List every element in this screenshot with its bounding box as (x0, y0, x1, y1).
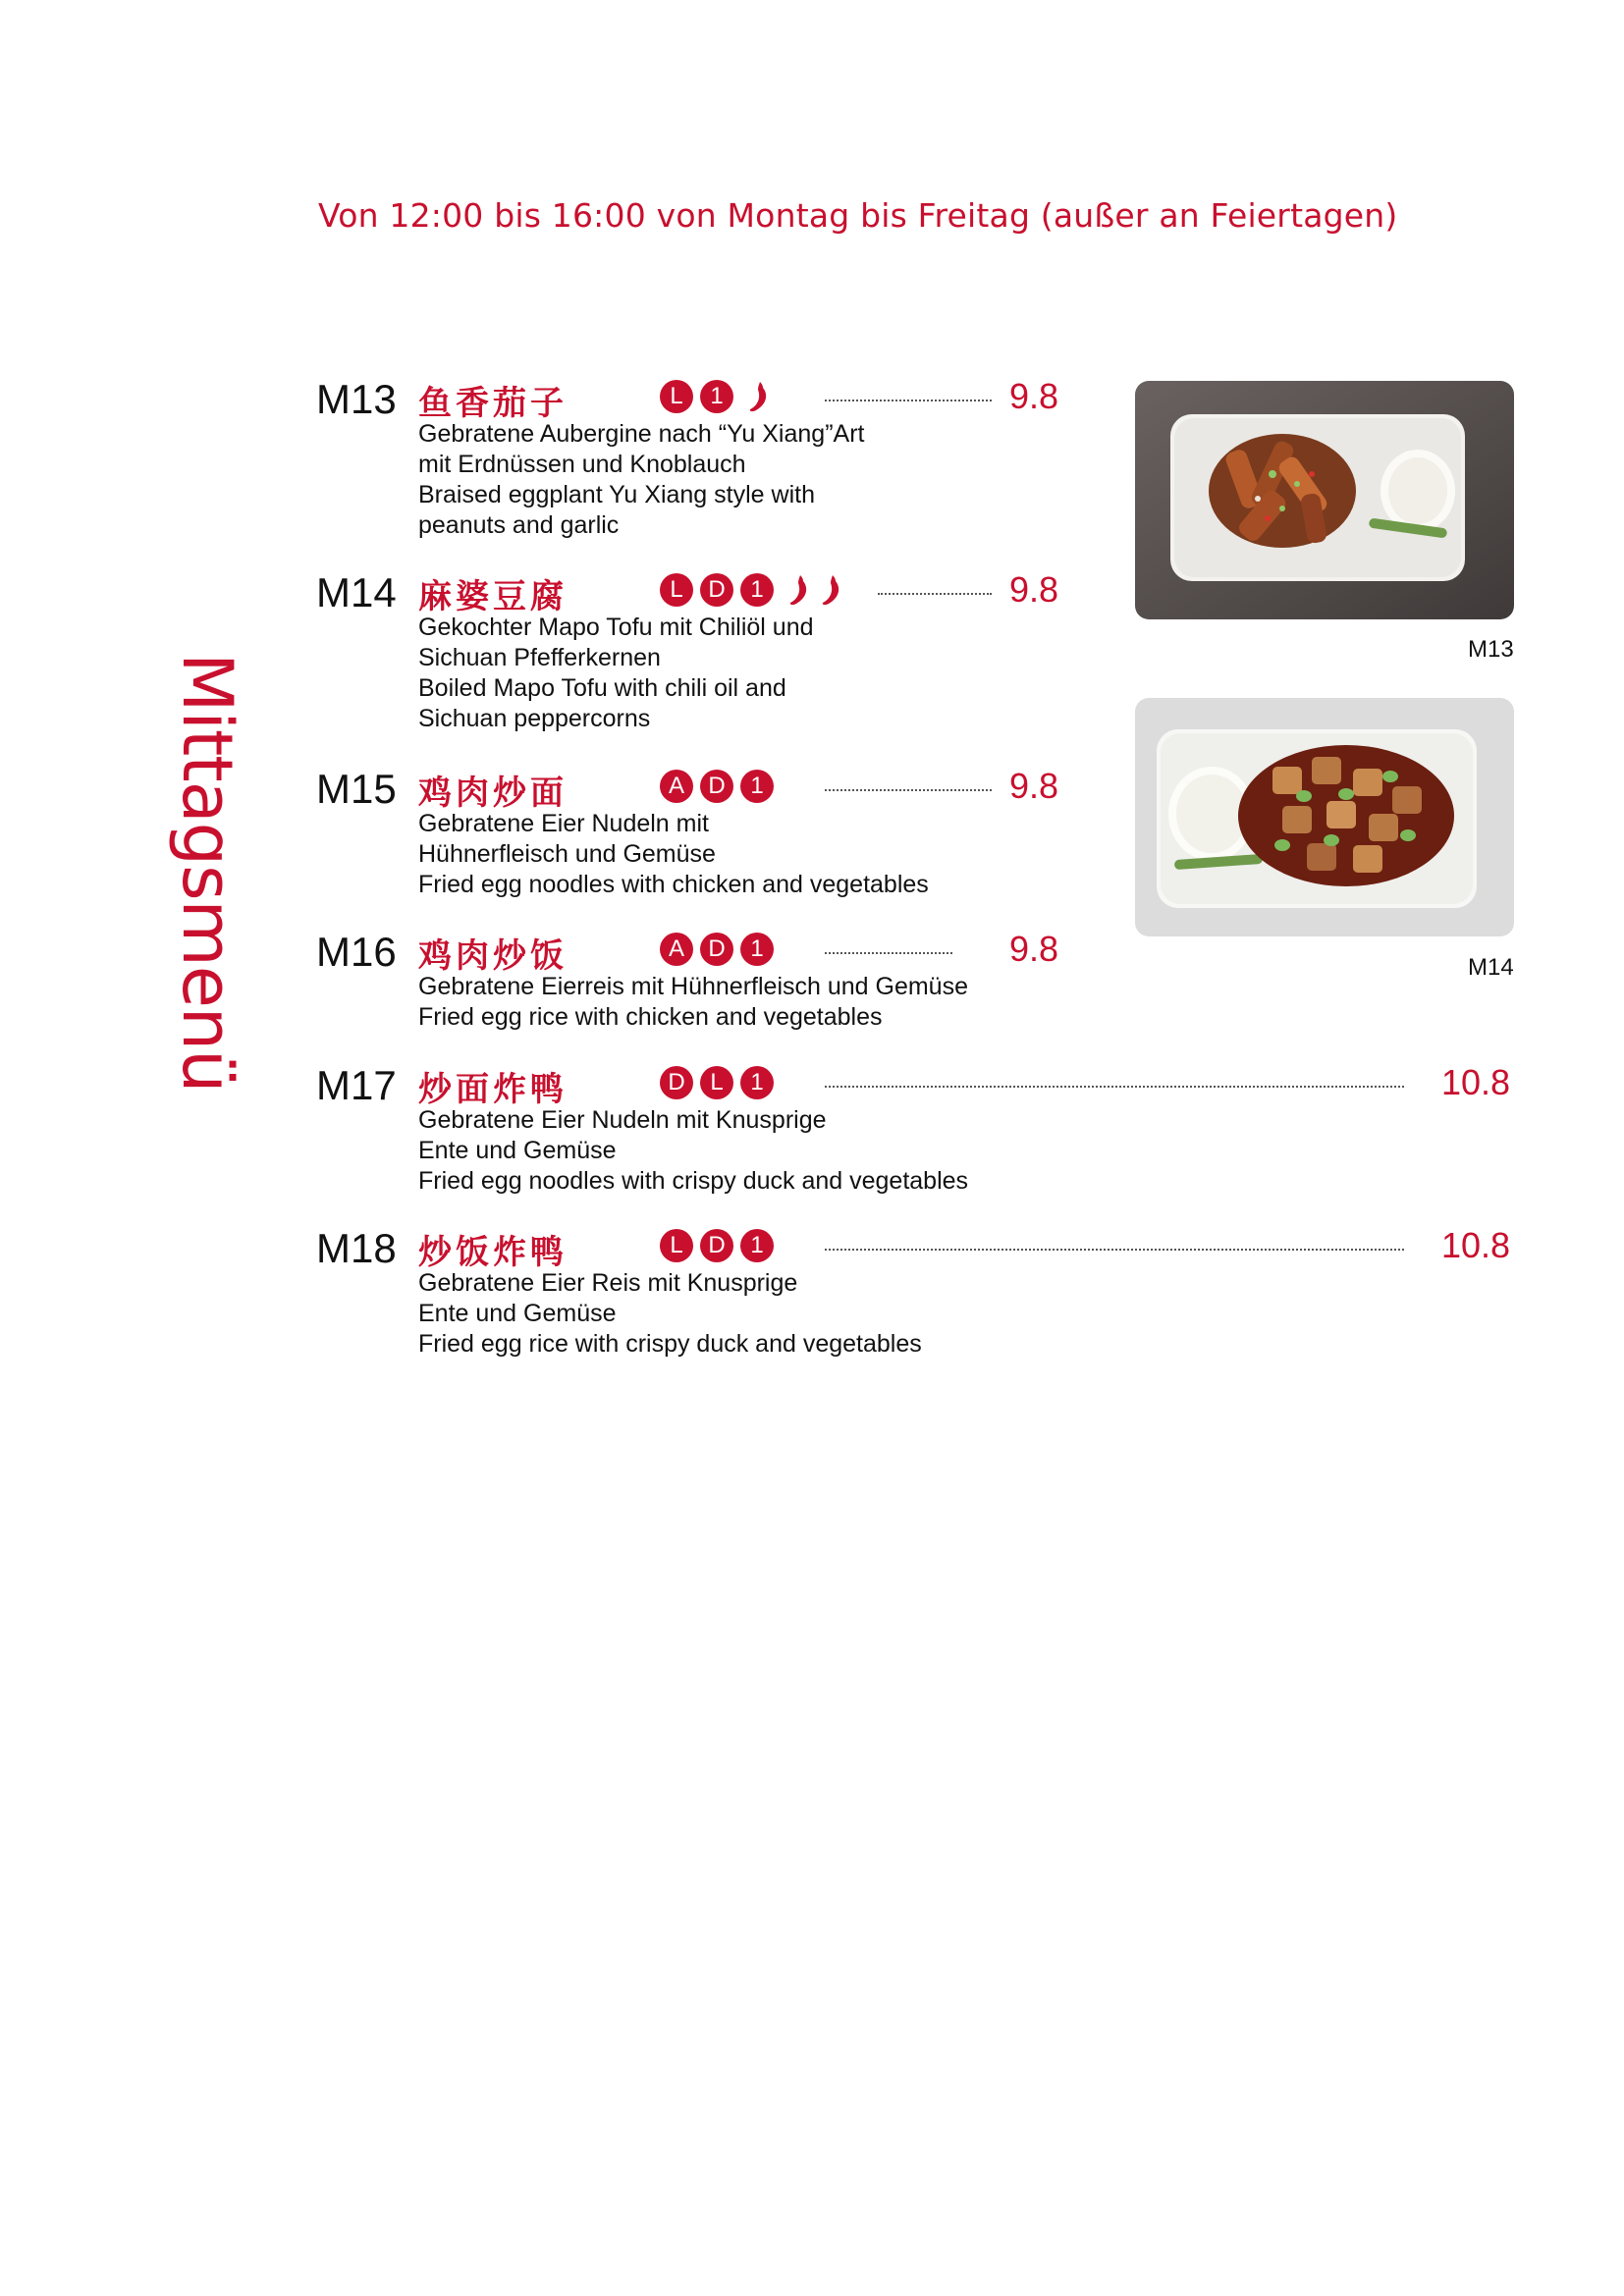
item-description (418, 613, 814, 734)
chili-icon (746, 380, 772, 413)
allergen-badge: 1 (700, 380, 733, 413)
desc-line: Fried egg rice with crispy duck and vegetables (418, 1330, 922, 1358)
allergen-badges (660, 1066, 774, 1099)
price-leader-dots (825, 400, 992, 401)
item-price: 10.8 (1441, 1062, 1511, 1102)
item-description (418, 809, 929, 900)
desc-line: Gebratene Eier Nudeln mit Knusprige (418, 1106, 827, 1134)
item-price: 9.8 (1009, 929, 1059, 969)
desc-line: Fried egg rice with chicken and vegetables (418, 1003, 883, 1031)
item-chinese-name: 麻婆豆腐 (418, 577, 568, 616)
mapo-tofu-dish-photo (1135, 698, 1514, 936)
item-chinese-name: 鸡肉炒饭 (418, 936, 568, 976)
item-code: M15 (316, 766, 397, 812)
desc-line: Boiled Mapo Tofu with chili oil and (418, 674, 786, 702)
item-price: 9.8 (1009, 569, 1059, 610)
price-leader-dots (825, 1086, 1404, 1088)
allergen-badge: L (660, 380, 693, 413)
allergen-badge: D (660, 1066, 693, 1099)
dish-photo-m14 (1135, 698, 1514, 936)
allergen-badge: L (660, 1229, 693, 1262)
price-leader-dots (878, 593, 992, 595)
price-leader-dots (825, 789, 992, 791)
allergen-badges (660, 933, 774, 966)
item-description (418, 1105, 968, 1197)
allergen-badges (660, 770, 774, 803)
allergen-badge: D (700, 1229, 733, 1262)
allergen-badge: L (660, 573, 693, 607)
item-chinese-name: 鱼香茄子 (418, 384, 568, 423)
desc-line: Ente und Gemüse (418, 1300, 617, 1327)
desc-line: mit Erdnüssen und Knoblauch (418, 451, 746, 478)
price-leader-dots (825, 1249, 1404, 1251)
desc-line: Gekochter Mapo Tofu mit Chiliöl und (418, 614, 814, 641)
allergen-badge: 1 (740, 1066, 774, 1099)
item-code: M18 (316, 1225, 397, 1271)
eggplant-dish-photo (1135, 381, 1514, 619)
item-code: M13 (316, 376, 397, 422)
item-chinese-name: 炒饭炸鸭 (418, 1233, 568, 1272)
dish-photo-m13 (1135, 381, 1514, 619)
allergen-badge: 1 (740, 1229, 774, 1262)
photo-caption: M14 (1468, 954, 1514, 981)
desc-line: Hühnerfleisch und Gemüse (418, 840, 716, 868)
chili-icon (819, 573, 844, 607)
desc-line: Sichuan peppercorns (418, 705, 651, 732)
allergen-badge: D (700, 933, 733, 966)
desc-line: Fried egg noodles with crispy duck and vegetables (418, 1167, 969, 1195)
item-code: M16 (316, 929, 397, 975)
allergen-badges (660, 1229, 774, 1262)
allergen-badge: A (660, 770, 693, 803)
price-leader-dots (825, 952, 952, 954)
menu-section-title: Mittagsmenü (167, 653, 247, 1093)
item-code: M17 (316, 1062, 397, 1108)
desc-line: Gebratene Aubergine nach “Yu Xiang”Art (418, 420, 865, 448)
desc-line: Braised eggplant Yu Xiang style with (418, 481, 815, 508)
photo-caption: M13 (1468, 636, 1514, 663)
item-description (418, 972, 968, 1033)
allergen-badge: D (700, 770, 733, 803)
allergen-badges (660, 380, 772, 413)
desc-line: Gebratene Eierreis mit Hühnerfleisch und Gemüse (418, 973, 968, 1000)
item-description (418, 419, 864, 541)
allergen-badge: 1 (740, 933, 774, 966)
chili-icon (786, 573, 812, 607)
desc-line: Ente und Gemüse (418, 1137, 617, 1164)
allergen-badge: A (660, 933, 693, 966)
allergen-badge: 1 (740, 573, 774, 607)
item-price: 10.8 (1441, 1225, 1511, 1265)
desc-line: Gebratene Eier Reis mit Knusprige (418, 1269, 798, 1297)
allergen-badge: D (700, 573, 733, 607)
desc-line: peanuts and garlic (418, 511, 620, 539)
item-chinese-name: 鸡肉炒面 (418, 774, 568, 813)
item-price: 9.8 (1009, 376, 1059, 416)
item-description (418, 1268, 922, 1360)
item-code: M14 (316, 569, 397, 615)
item-chinese-name: 炒面炸鸭 (418, 1070, 568, 1109)
item-price: 9.8 (1009, 766, 1059, 806)
hours-header: Von 12:00 bis 16:00 von Montag bis Freitag (außer an Feiertagen) (318, 196, 1398, 235)
allergen-badge: L (700, 1066, 733, 1099)
allergen-badge: 1 (740, 770, 774, 803)
desc-line: Fried egg noodles with chicken and vegetables (418, 871, 929, 898)
allergen-badges (660, 573, 844, 607)
desc-line: Gebratene Eier Nudeln mit (418, 810, 709, 837)
desc-line: Sichuan Pfefferkernen (418, 644, 661, 671)
